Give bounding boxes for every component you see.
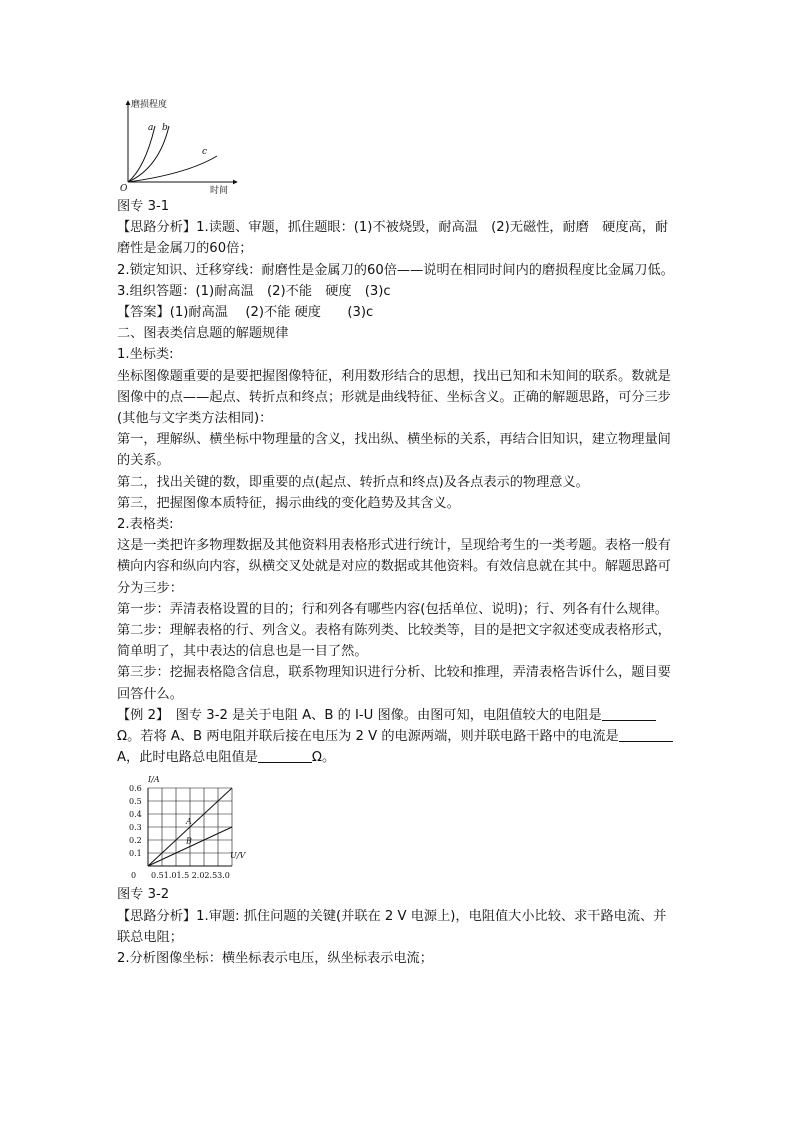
y-tick-label: 0.2 <box>129 836 142 846</box>
y-axis-label: 磨损程度 <box>131 100 168 110</box>
analysis1-line1: 【思路分析】1.读题、审题，抓住题眼：(1)不被烧毁，耐高温 (2)无磁性，耐磨 硬度高，耐磨性是金属刀的60倍； <box>117 220 669 257</box>
curve-a-label: a <box>148 123 154 133</box>
x-axis-label: U/V <box>230 851 246 861</box>
section2-sub1: 1.坐标类: <box>117 347 174 363</box>
analysis2-line1: 【思路分析】1.审题: 抓住问题的关键(并联在 2 V 电源上)，电阻值大小比较、求干路电流、并联总电阻； <box>117 908 667 945</box>
answer-blank-2[interactable] <box>619 727 673 742</box>
y-tick-label: 0.4 <box>129 810 142 820</box>
document-page <box>117 96 677 969</box>
figure1-caption: 图专 3-1 <box>117 199 170 214</box>
section2-p5: 这是一类把许多物理数据及其他资料用表格形式进行统计，呈现给考生的一类考题。表格一般有横向内容和纵向内容，纵横交叉处就是对应的数据或其他资料。有效信息就在其中。解题思路可分为三步： <box>117 538 671 596</box>
example2-part4: Ω。 <box>311 750 336 766</box>
origin-label: O <box>120 184 128 194</box>
x-axis-label: 时间 <box>210 186 229 196</box>
figure2-caption: 图专 3-2 <box>117 887 170 903</box>
curve-c-label: c <box>202 147 208 157</box>
example2-part3: A，此时电路总电阻值是 <box>117 750 258 766</box>
y-tick-label: 0.3 <box>129 823 142 833</box>
section2-p2: 第一，理解纵、横坐标中物理量的含义，找出纵、横坐标的关系，再结合旧知识，建立物理量间的关系。 <box>117 432 671 469</box>
section2-sub2: 2.表格类: <box>117 517 174 533</box>
chart-labels <box>129 784 192 858</box>
section2-p3: 第二，找出关键的数，即重要的点(起点、转折点和终点)及各点表示的物理意义。 <box>117 474 589 490</box>
y-tick-label: 0.5 <box>129 797 142 807</box>
iu-chart <box>117 774 247 884</box>
x-tick-labels: 0.51.01.5 2.02.53.0 <box>151 871 230 881</box>
answer-blank-1[interactable] <box>602 706 656 721</box>
y-tick-label: 0.6 <box>129 784 142 794</box>
wear-chart <box>117 96 242 196</box>
section2-p1: 坐标图像题重要的是要把握图像特征，利用数形结合的思想，找出已知和未知间的联系。数就是图像中的点——起点、转折点和终点；形就是曲线特征、坐标含义。正确的解题思路，可分三步(其他与文字类方法相同)： <box>117 368 671 427</box>
y-axis-label: I/A <box>148 775 160 785</box>
section2-p8: 第三步：挖掘表格隐含信息，联系物理知识进行分析、比较和推理，弄清表格告诉什么，题目要回答什么。 <box>117 665 671 702</box>
analysis1-line3: 3.组织答题：(1)耐高温 (2)不能 硬度 (3)c <box>117 283 391 299</box>
analysis2-line2: 2.分析图像坐标：横坐标表示电压，纵坐标表示电流； <box>117 951 433 967</box>
section2-p4: 第三，把握图像本质特征，揭示曲线的变化趋势及其含义。 <box>117 495 460 511</box>
example2-question <box>117 705 677 769</box>
curve-b-label: b <box>162 123 168 133</box>
example2-part2: Ω。若将 A、B 两电阻并联后接在电压为 2 V 的电源两端，则并联电路干路中的电流是 <box>117 729 619 745</box>
section2-p6: 第一步：弄清表格设置的目的；行和列各有哪些内容(包括单位、说明)；行、列各有什么规律。 <box>117 601 668 617</box>
series-label-B: B <box>186 836 192 846</box>
section2-p7: 第二步：理解表格的行、列含义。表格有陈列类、比较类等，目的是把文字叙述变成表格形式，简单明了，其中表达的信息也是一目了然。 <box>117 623 671 660</box>
analysis1-line2: 2.锁定知识、迁移穿线：耐磨性是金属刀的60倍——说明在相同时间内的磨损程度比金属刀低。 <box>117 262 674 278</box>
answer1: 【答案】(1)耐高温 (2)不能 硬度 (3)c <box>117 305 374 321</box>
series-label-A: A <box>186 817 192 827</box>
example2-part1: 【例 2】 图专 3-2 是关于电阻 A、B 的 I-U 图像。由图可知，电阻值较大的电阻是 <box>117 707 602 723</box>
answer-blank-3[interactable] <box>258 748 312 763</box>
section2-title: 二、图表类信息题的解题规律 <box>117 326 289 342</box>
y-tick-label: 0.1 <box>129 849 142 859</box>
curve-c <box>128 156 217 182</box>
curve-b <box>128 126 169 182</box>
origin-label: 0 <box>131 871 137 881</box>
